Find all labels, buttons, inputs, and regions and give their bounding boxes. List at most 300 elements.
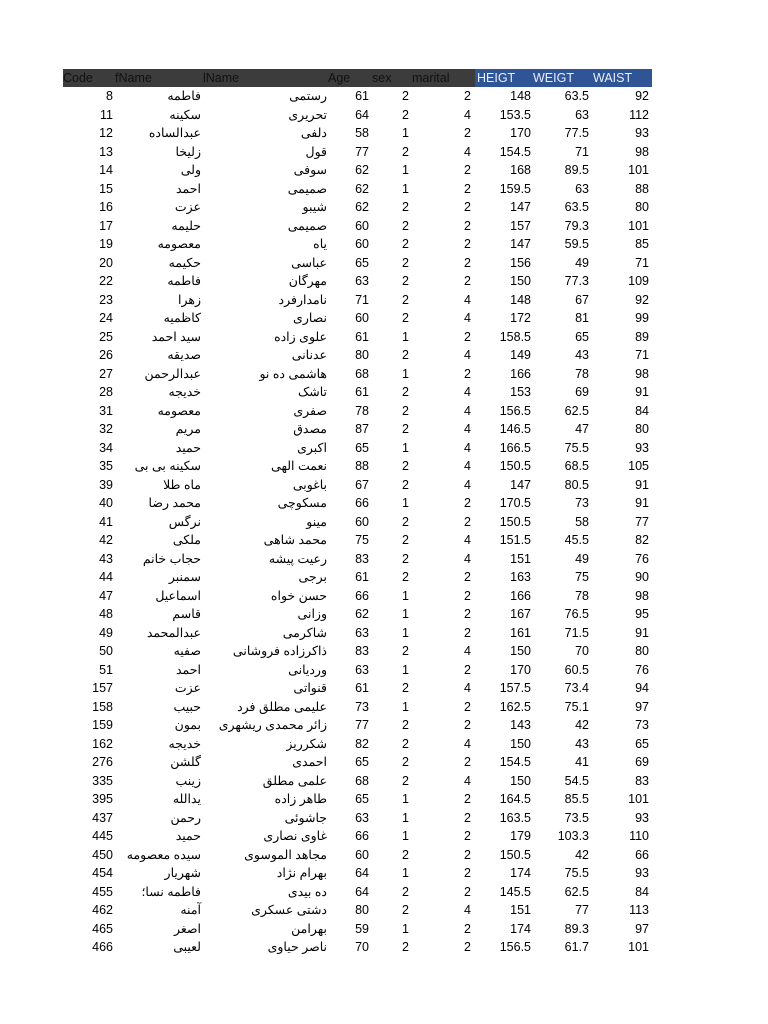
cell-waist[interactable]: 98 [635,588,649,603]
cell-lname[interactable]: علیمی مطلق فرد [237,699,327,714]
cell-code[interactable]: 44 [99,570,113,584]
cell-weight[interactable]: 76.5 [564,607,589,621]
cell-waist[interactable]: 93 [635,126,649,140]
cell-height[interactable]: 174 [510,921,531,936]
cell-waist[interactable]: 65 [635,736,649,751]
cell-weight[interactable]: 43 [575,348,589,362]
cell-lname[interactable]: محمد شاهی [263,533,327,547]
cell-fname[interactable]: ولی [180,163,201,177]
cell-sex[interactable]: 1 [402,496,409,510]
cell-sex[interactable]: 2 [402,89,409,103]
cell-height[interactable]: 151 [510,903,531,917]
cell-sex[interactable]: 1 [402,163,409,177]
cell-fname[interactable]: اسماعیل [155,588,201,603]
cell-weight[interactable]: 89.5 [564,163,589,177]
cell-lname[interactable]: علوی زاده [274,329,327,344]
cell-age[interactable]: 60 [355,847,369,862]
cell-waist[interactable]: 84 [635,884,649,899]
cell-code[interactable]: 28 [99,385,113,399]
cell-sex[interactable]: 1 [402,792,409,806]
cell-height[interactable]: 161 [510,625,531,640]
cell-code[interactable]: 16 [99,200,113,214]
cell-waist[interactable]: 71 [635,348,649,362]
cell-age[interactable]: 64 [355,107,369,122]
header-fname[interactable]: fName [115,71,152,85]
cell-age[interactable]: 87 [355,422,369,436]
cell-marital[interactable]: 2 [464,718,471,732]
cell-lname[interactable]: مجاهد الموسوی [244,847,327,862]
cell-age[interactable]: 80 [355,348,369,362]
cell-code[interactable]: 162 [92,736,113,751]
cell-marital[interactable]: 2 [464,237,471,251]
cell-lname[interactable]: مصدق [293,422,327,436]
cell-marital[interactable]: 2 [464,181,471,196]
cell-height[interactable]: 150 [510,773,531,788]
cell-height[interactable]: 143 [510,718,531,732]
cell-age[interactable]: 65 [355,792,369,806]
cell-age[interactable]: 62 [355,163,369,177]
cell-height[interactable]: 170 [510,662,531,677]
cell-marital[interactable]: 2 [464,366,471,381]
cell-sex[interactable]: 2 [402,274,409,288]
cell-lname[interactable]: شکرریز [286,736,327,751]
cell-marital[interactable]: 2 [464,496,471,510]
cell-code[interactable]: 31 [99,403,113,418]
cell-age[interactable]: 78 [355,403,369,418]
cell-age[interactable]: 75 [355,533,369,547]
cell-fname[interactable]: صفیه [173,644,201,658]
cell-code[interactable]: 15 [99,181,113,196]
cell-weight[interactable]: 103.3 [557,829,589,843]
cell-marital[interactable]: 2 [464,625,471,640]
header-age[interactable]: Age [328,71,351,85]
cell-waist[interactable]: 92 [635,89,649,103]
cell-fname[interactable]: عزت [174,200,201,214]
cell-fname[interactable]: حکیمه [168,255,201,270]
cell-marital[interactable]: 2 [464,607,471,621]
cell-height[interactable]: 172 [510,311,531,325]
cell-lname[interactable]: شیبو [302,200,327,214]
cell-waist[interactable]: 110 [629,829,649,843]
cell-age[interactable]: 61 [355,385,369,399]
cell-fname[interactable]: زینب [175,773,201,788]
cell-sex[interactable]: 1 [402,126,409,140]
cell-lname[interactable]: دشتی عسکری [251,903,327,917]
cell-fname[interactable]: حلیمه [171,218,201,233]
cell-code[interactable]: 50 [99,644,113,658]
cell-height[interactable]: 163 [510,570,531,584]
cell-age[interactable]: 70 [355,940,369,954]
cell-weight[interactable]: 61.7 [564,940,589,954]
cell-weight[interactable]: 49 [575,551,589,566]
cell-height[interactable]: 153 [510,385,531,399]
cell-lname[interactable]: سوفی [293,163,327,177]
cell-age[interactable]: 63 [355,274,369,288]
cell-code[interactable]: 450 [92,847,113,862]
cell-sex[interactable]: 1 [402,866,409,880]
header-waist[interactable]: WAIST [593,71,633,85]
cell-height[interactable]: 166 [510,366,531,381]
cell-marital[interactable]: 4 [464,681,471,695]
cell-waist[interactable]: 98 [635,366,649,381]
cell-waist[interactable]: 88 [635,181,649,196]
cell-height[interactable]: 170 [510,126,531,140]
cell-code[interactable]: 276 [92,755,113,769]
cell-height[interactable]: 147 [510,477,531,492]
cell-weight[interactable]: 54.5 [564,773,589,788]
cell-sex[interactable]: 2 [402,514,409,529]
cell-waist[interactable]: 93 [635,440,649,455]
cell-weight[interactable]: 89.3 [564,921,589,936]
cell-age[interactable]: 80 [355,903,369,917]
cell-height[interactable]: 150.5 [499,459,531,473]
cell-fname[interactable]: یدالله [172,792,201,806]
cell-marital[interactable]: 4 [464,459,471,473]
cell-waist[interactable]: 91 [635,385,649,399]
cell-code[interactable]: 26 [99,348,113,362]
cell-weight[interactable]: 43 [575,736,589,751]
cell-height[interactable]: 159.5 [499,181,531,196]
cell-age[interactable]: 66 [355,496,369,510]
cell-age[interactable]: 62 [355,607,369,621]
cell-height[interactable]: 156.5 [499,940,531,954]
cell-code[interactable]: 39 [99,477,113,492]
cell-code[interactable]: 20 [99,255,113,270]
cell-code[interactable]: 158 [92,699,113,714]
cell-fname[interactable]: سکینه [169,107,201,122]
cell-height[interactable]: 145.5 [499,884,531,899]
cell-waist[interactable]: 73 [635,718,649,732]
cell-fname[interactable]: عبدالرحمن [144,366,201,381]
cell-fname[interactable]: حمید [175,440,201,455]
cell-marital[interactable]: 2 [464,829,471,843]
cell-marital[interactable]: 4 [464,422,471,436]
cell-weight[interactable]: 49 [575,255,589,270]
cell-fname[interactable]: ماه طلا [163,477,201,492]
cell-code[interactable]: 34 [99,440,113,455]
cell-code[interactable]: 24 [99,311,113,325]
cell-fname[interactable]: سیده معصومه [126,847,201,862]
cell-waist[interactable]: 109 [628,274,649,288]
cell-code[interactable]: 395 [92,792,113,806]
cell-lname[interactable]: صمیمی [287,181,327,196]
cell-code[interactable]: 41 [99,514,113,529]
cell-waist[interactable]: 101 [628,163,649,177]
cell-height[interactable]: 146.5 [499,422,531,436]
cell-height[interactable]: 147 [510,200,531,214]
cell-sex[interactable]: 2 [402,403,409,418]
cell-code[interactable]: 32 [99,422,113,436]
cell-height[interactable]: 147 [510,237,531,251]
cell-sex[interactable]: 2 [402,681,409,695]
cell-age[interactable]: 68 [355,366,369,381]
cell-fname[interactable]: اصغر [173,921,201,936]
cell-waist[interactable]: 94 [635,681,649,695]
cell-age[interactable]: 71 [355,292,369,307]
cell-lname[interactable]: غاوی نصاری [263,829,327,843]
cell-weight[interactable]: 77.5 [564,126,589,140]
cell-code[interactable]: 8 [106,89,113,103]
cell-weight[interactable]: 45.5 [564,533,589,547]
cell-weight[interactable]: 67 [575,292,589,307]
cell-sex[interactable]: 2 [402,884,409,899]
cell-weight[interactable]: 41 [575,755,589,769]
cell-height[interactable]: 158.5 [499,329,531,344]
cell-height[interactable]: 154.5 [499,144,531,159]
cell-age[interactable]: 63 [355,625,369,640]
cell-marital[interactable]: 2 [464,89,471,103]
header-lname[interactable]: lName [203,71,240,85]
cell-sex[interactable]: 2 [402,551,409,566]
cell-marital[interactable]: 2 [464,163,471,177]
cell-waist[interactable]: 113 [629,903,649,917]
cell-code[interactable]: 159 [92,718,113,732]
cell-waist[interactable]: 97 [635,699,649,714]
cell-fname[interactable]: خدیجه [168,736,201,751]
cell-age[interactable]: 62 [355,200,369,214]
cell-marital[interactable]: 2 [464,200,471,214]
cell-code[interactable]: 437 [92,810,113,825]
cell-sex[interactable]: 2 [402,718,409,732]
header-height[interactable]: HEIGT [477,71,516,85]
cell-weight[interactable]: 78 [575,366,589,381]
cell-age[interactable]: 77 [355,718,369,732]
cell-marital[interactable]: 2 [464,884,471,899]
cell-sex[interactable]: 2 [402,847,409,862]
cell-weight[interactable]: 63 [575,107,589,122]
cell-lname[interactable]: شاکرمی [282,625,327,640]
cell-height[interactable]: 168 [510,163,531,177]
cell-fname[interactable]: زلیخا [175,144,201,159]
cell-weight[interactable]: 58 [575,514,589,529]
cell-marital[interactable]: 2 [464,218,471,233]
cell-fname[interactable]: صدیقه [167,348,201,362]
cell-weight[interactable]: 73.5 [564,810,589,825]
cell-sex[interactable]: 1 [402,588,409,603]
cell-fname[interactable]: ملکی [172,533,201,547]
cell-weight[interactable]: 73.4 [564,681,589,695]
cell-fname[interactable]: سید احمد [151,329,201,344]
cell-lname[interactable]: صفری [293,403,327,418]
cell-waist[interactable]: 101 [628,218,649,233]
cell-marital[interactable]: 4 [464,403,471,418]
cell-marital[interactable]: 4 [464,533,471,547]
cell-waist[interactable]: 80 [635,644,649,658]
cell-waist[interactable]: 77 [635,514,649,529]
cell-waist[interactable]: 76 [635,662,649,677]
cell-lname[interactable]: صمیمی [287,218,327,233]
cell-sex[interactable]: 2 [402,107,409,122]
cell-waist[interactable]: 76 [635,551,649,566]
cell-waist[interactable]: 97 [635,921,649,936]
cell-code[interactable]: 27 [99,366,113,381]
cell-age[interactable]: 88 [355,459,369,473]
cell-age[interactable]: 61 [355,681,369,695]
cell-lname[interactable]: ذاکرزاده فروشانی [232,644,327,658]
cell-lname[interactable]: وزانی [297,607,327,621]
cell-marital[interactable]: 2 [464,792,471,806]
cell-lname[interactable]: ده بیدی [287,884,327,899]
cell-weight[interactable]: 81 [575,311,589,325]
cell-age[interactable]: 82 [355,736,369,751]
cell-code[interactable]: 42 [99,533,113,547]
cell-sex[interactable]: 1 [402,921,409,936]
cell-lname[interactable]: باغوبی [292,477,327,492]
cell-marital[interactable]: 2 [464,755,471,769]
cell-code[interactable]: 35 [99,459,113,473]
cell-age[interactable]: 61 [355,89,369,103]
cell-sex[interactable]: 2 [402,255,409,270]
cell-sex[interactable]: 1 [402,181,409,196]
cell-code[interactable]: 454 [92,866,113,880]
cell-weight[interactable]: 69 [575,385,589,399]
cell-fname[interactable]: بمون [174,718,201,732]
cell-sex[interactable]: 1 [402,625,409,640]
cell-fname[interactable]: سمنبر [168,570,201,584]
cell-age[interactable]: 61 [355,570,369,584]
cell-code[interactable]: 48 [99,607,113,621]
cell-waist[interactable]: 98 [635,144,649,159]
cell-code[interactable]: 17 [99,218,113,233]
cell-age[interactable]: 61 [355,329,369,344]
cell-lname[interactable]: احمدی [292,755,327,769]
cell-code[interactable]: 462 [92,903,113,917]
cell-age[interactable]: 66 [355,829,369,843]
cell-weight[interactable]: 77 [575,903,589,917]
cell-fname[interactable]: خدیجه [168,385,201,399]
cell-height[interactable]: 150.5 [499,514,531,529]
cell-marital[interactable]: 4 [464,477,471,492]
cell-height[interactable]: 151 [510,551,531,566]
cell-height[interactable]: 148 [510,89,531,103]
cell-fname[interactable]: آمنه [180,903,201,917]
cell-lname[interactable]: زائر محمدی ریشهری [218,718,327,732]
cell-weight[interactable]: 59.5 [564,237,589,251]
cell-waist[interactable]: 101 [628,792,649,806]
cell-lname[interactable]: اکبری [297,440,327,455]
cell-weight[interactable]: 78 [575,588,589,603]
cell-waist[interactable]: 84 [635,403,649,418]
cell-marital[interactable]: 4 [464,385,471,399]
cell-weight[interactable]: 85.5 [564,792,589,806]
cell-waist[interactable]: 101 [628,940,649,954]
cell-weight[interactable]: 62.5 [564,403,589,418]
cell-code[interactable]: 43 [99,551,113,566]
cell-age[interactable]: 60 [355,218,369,233]
cell-waist[interactable]: 105 [628,459,649,473]
cell-sex[interactable]: 2 [402,422,409,436]
cell-sex[interactable]: 2 [402,570,409,584]
cell-code[interactable]: 157 [92,681,113,695]
cell-lname[interactable]: قول [305,144,327,159]
cell-code[interactable]: 25 [99,329,113,344]
cell-sex[interactable]: 2 [402,311,409,325]
cell-age[interactable]: 83 [355,644,369,658]
cell-lname[interactable]: علمی مطلق [262,773,327,788]
cell-weight[interactable]: 71.5 [564,625,589,640]
cell-height[interactable]: 150 [510,736,531,751]
cell-waist[interactable]: 91 [635,625,649,640]
cell-sex[interactable]: 1 [402,810,409,825]
cell-marital[interactable]: 2 [464,514,471,529]
cell-marital[interactable]: 2 [464,255,471,270]
cell-weight[interactable]: 63 [575,181,589,196]
cell-lname[interactable]: مسکوچی [277,496,327,510]
cell-fname[interactable]: زهرا [178,292,201,307]
cell-weight[interactable]: 73 [575,496,589,510]
cell-code[interactable]: 40 [99,496,113,510]
cell-sex[interactable]: 2 [402,218,409,233]
cell-lname[interactable]: برجی [298,570,327,584]
cell-sex[interactable]: 2 [402,903,409,917]
cell-age[interactable]: 67 [355,477,369,492]
cell-age[interactable]: 58 [355,126,369,140]
cell-sex[interactable]: 2 [402,736,409,751]
cell-marital[interactable]: 2 [464,699,471,714]
cell-lname[interactable]: رستمی [289,89,327,103]
cell-marital[interactable]: 4 [464,644,471,658]
cell-height[interactable]: 179 [510,829,531,843]
cell-weight[interactable]: 65 [575,329,589,344]
cell-age[interactable]: 77 [355,144,369,159]
cell-lname[interactable]: هاشمی ده نو [259,366,327,381]
cell-age[interactable]: 59 [355,921,369,936]
cell-waist[interactable]: 93 [635,810,649,825]
cell-code[interactable]: 13 [99,144,113,159]
cell-waist[interactable]: 90 [635,570,649,584]
cell-marital[interactable]: 2 [464,329,471,344]
cell-marital[interactable]: 4 [464,551,471,566]
cell-sex[interactable]: 2 [402,533,409,547]
cell-weight[interactable]: 63.5 [564,200,589,214]
cell-weight[interactable]: 77.3 [564,274,589,288]
cell-height[interactable]: 150.5 [499,847,531,862]
cell-waist[interactable]: 112 [629,107,649,122]
cell-marital[interactable]: 2 [464,866,471,880]
cell-height[interactable]: 162.5 [499,699,531,714]
cell-sex[interactable]: 1 [402,829,409,843]
cell-weight[interactable]: 68.5 [564,459,589,473]
cell-sex[interactable]: 2 [402,644,409,658]
header-sex[interactable]: sex [372,71,392,85]
header-weight[interactable]: WEIGT [533,71,574,85]
cell-weight[interactable]: 80.5 [564,477,589,492]
cell-code[interactable]: 49 [99,625,113,640]
cell-waist[interactable]: 71 [635,255,649,270]
cell-lname[interactable]: قنواتی [293,681,327,695]
cell-marital[interactable]: 2 [464,588,471,603]
cell-waist[interactable]: 82 [635,533,649,547]
cell-age[interactable]: 60 [355,311,369,325]
cell-code[interactable]: 22 [99,274,113,288]
cell-fname[interactable]: سکینه بی بی [134,459,201,473]
cell-height[interactable]: 149 [510,348,531,362]
cell-lname[interactable]: بهرامن [291,921,327,936]
cell-weight[interactable]: 75 [575,570,589,584]
cell-weight[interactable]: 71 [575,144,589,159]
cell-waist[interactable]: 83 [635,773,649,788]
cell-sex[interactable]: 1 [402,366,409,381]
cell-sex[interactable]: 2 [402,385,409,399]
cell-code[interactable]: 466 [92,940,113,954]
cell-age[interactable]: 63 [355,810,369,825]
cell-height[interactable]: 164.5 [499,792,531,806]
cell-fname[interactable]: حبیب [173,699,201,714]
cell-age[interactable]: 73 [355,699,369,714]
cell-height[interactable]: 163.5 [499,810,531,825]
cell-fname[interactable]: معصومه [157,403,201,418]
cell-fname[interactable]: لعیبی [173,940,201,954]
